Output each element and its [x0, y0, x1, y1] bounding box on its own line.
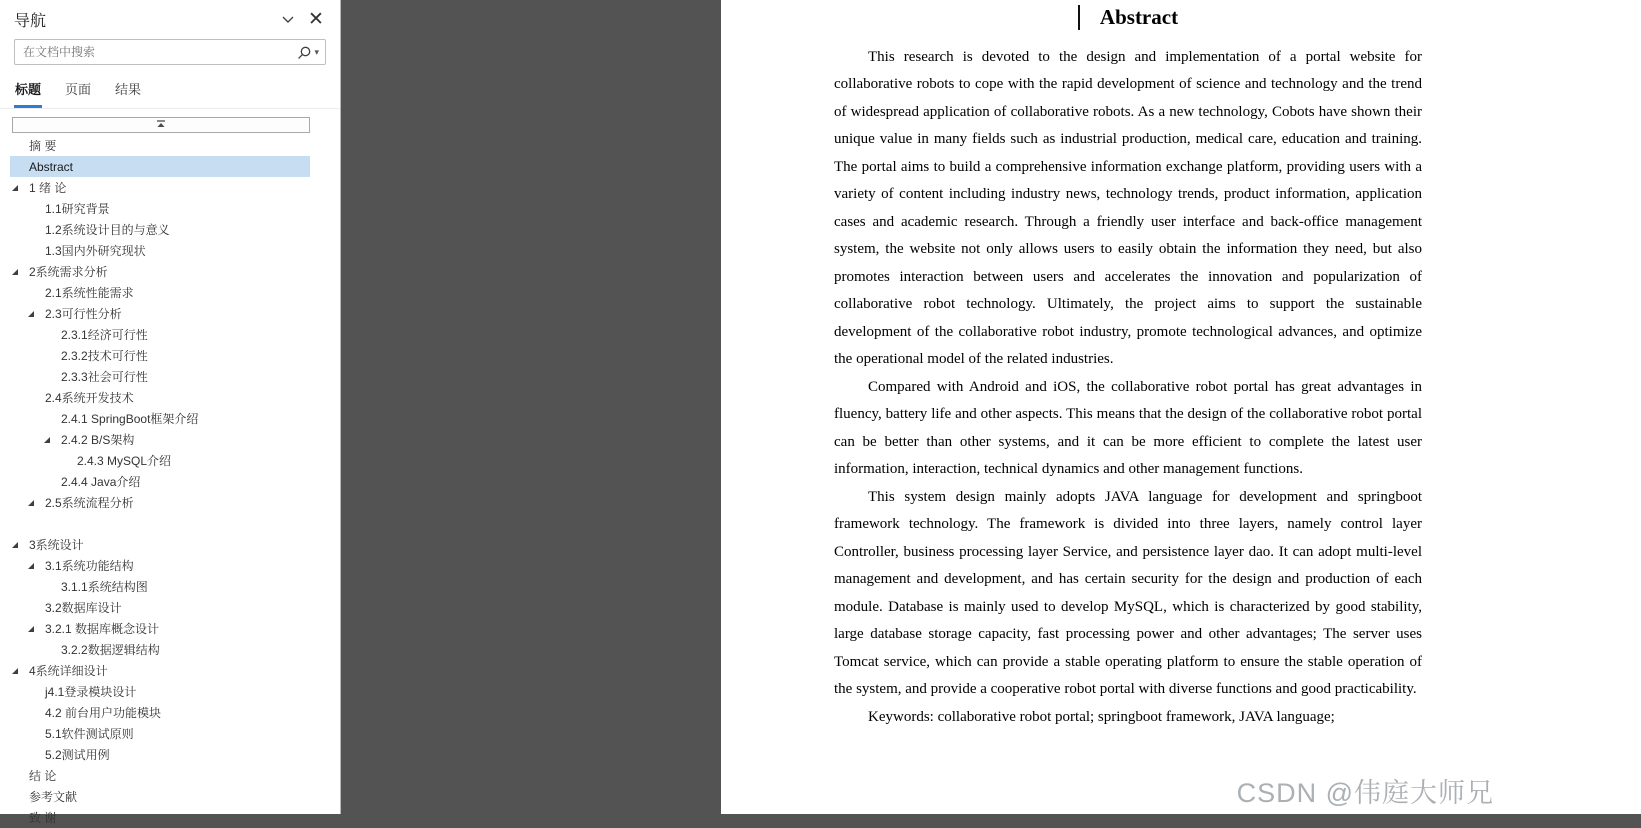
search-icons [297, 45, 319, 60]
nav-item-label: 1.1研究背景 [45, 202, 110, 216]
nav-outline-item[interactable] [10, 681, 310, 702]
nav-item-label: 2.4.1 SpringBoot框架介绍 [61, 412, 199, 426]
nav-outline-spacer [0, 513, 340, 534]
nav-item-label: 致 谢 [29, 811, 57, 825]
nav-item-label: 2.1系统性能需求 [45, 286, 134, 300]
nav-outline-item[interactable] [10, 702, 310, 723]
nav-outline-item[interactable] [10, 471, 310, 492]
nav-item-label: 3.1.1系统结构图 [61, 580, 148, 594]
collapse-triangle-icon[interactable] [12, 185, 18, 191]
collapse-triangle-icon[interactable] [12, 269, 18, 275]
pane-options-chevron-down-icon[interactable] [274, 9, 302, 31]
nav-item-label: Abstract [29, 159, 74, 174]
document-title[interactable]: Abstract [1099, 5, 1179, 29]
document-search-box[interactable] [14, 39, 326, 65]
document-paragraph[interactable]: This system design mainly adopts JAVA language for development and springboot framework technology. The framework is divided into three layers, namely control layer Controller, business processing layer Service, and persistence layer dao. It can adopt multi-level management and development, and has certain security for the design and production of each module. Database is mainly used to develop MySQL, which is characterized by good stability, large database storage capacity, fast processing power and other advantages; The server uses Tomcat service, which can provide a stable operating platform to ensure the stable operation of the system, and provide a cooperative robot portal with diverse functions and good practicability. [834, 488, 1422, 698]
nav-outline-item[interactable] [10, 492, 310, 513]
nav-item-label: 结 论 [29, 769, 57, 783]
nav-outline-item[interactable] [10, 450, 310, 471]
tab-pages[interactable]: 页面 [65, 82, 92, 97]
nav-outline-item[interactable] [10, 135, 310, 156]
nav-outline-item[interactable] [10, 324, 310, 345]
watermark-text: CSDN @伟庭大师兄 [1236, 778, 1494, 808]
document-title-row [834, 5, 1422, 32]
nav-item-label: 2.3.3社会可行性 [61, 370, 148, 384]
collapse-triangle-icon[interactable] [12, 542, 18, 548]
nav-outline-item[interactable] [10, 198, 310, 219]
nav-outline-item[interactable] [10, 219, 310, 240]
nav-item-label: 2.4.3 MySQL介绍 [77, 454, 172, 468]
page-content [834, 5, 1422, 731]
nav-item-label: 2.4.4 Java介绍 [61, 475, 141, 489]
nav-item-label: 2.3.2技术可行性 [61, 349, 148, 363]
nav-outline-item[interactable] [10, 723, 310, 744]
nav-outline-item[interactable] [10, 639, 310, 660]
nav-item-label: 3系统设计 [29, 538, 84, 552]
nav-item-label: 4系统详细设计 [29, 664, 108, 678]
nav-outline-item[interactable] [10, 345, 310, 366]
close-x-glyph: ✕ [308, 9, 324, 30]
search-input[interactable] [23, 45, 297, 59]
nav-outline-item[interactable] [10, 177, 310, 198]
collapse-triangle-icon[interactable] [28, 626, 34, 632]
nav-item-label: 3.1系统功能结构 [45, 559, 134, 573]
nav-item-label: 2.3.1经济可行性 [61, 328, 148, 342]
keywords-paragraph[interactable]: Keywords: collaborative robot portal; springboot framework, JAVA language; [868, 708, 1335, 725]
jump-to-top-box[interactable] [12, 117, 310, 133]
nav-item-label: 5.2测试用例 [45, 748, 110, 762]
nav-item-label: 参考文献 [29, 790, 78, 804]
nav-item-label: 2.4.2 B/S架构 [61, 433, 135, 447]
nav-outline-item[interactable] [10, 744, 310, 765]
nav-item-label: 4.2 前台用户功能模块 [45, 706, 162, 720]
nav-outline-item[interactable] [10, 765, 310, 786]
nav-item-label: 2.3可行性分析 [45, 307, 122, 321]
nav-outline-item[interactable] [10, 534, 310, 555]
search-row [0, 35, 340, 71]
nav-item-label: 2.5系统流程分析 [45, 496, 134, 510]
nav-item-label: 1.2系统设计目的与意义 [45, 223, 170, 237]
nav-outline-item[interactable] [10, 597, 310, 618]
nav-outline-item[interactable] [10, 576, 310, 597]
document-page[interactable] [721, 0, 1641, 814]
navigation-pane-title: 导航 [14, 13, 47, 30]
nav-outline-item[interactable] [10, 408, 310, 429]
collapse-triangle-icon[interactable] [28, 563, 34, 569]
nav-item-label: 2系统需求分析 [29, 265, 108, 279]
navigation-tabs [0, 71, 340, 109]
collapse-triangle-icon[interactable] [44, 437, 50, 443]
nav-item-label: 1.3国内外研究现状 [45, 244, 146, 258]
document-body [834, 44, 1422, 704]
nav-outline-item[interactable] [10, 366, 310, 387]
tab-headings[interactable]: 标题 [14, 77, 42, 108]
tab-results[interactable]: 结果 [115, 82, 142, 97]
navigation-pane-header [0, 0, 340, 35]
nav-outline-item[interactable] [10, 618, 310, 639]
nav-outline-item[interactable] [10, 261, 310, 282]
search-icon[interactable] [297, 45, 312, 60]
nav-outline-item[interactable] [10, 429, 310, 450]
navigation-pane [0, 0, 341, 825]
nav-outline-item[interactable] [10, 303, 310, 324]
nav-item-label: 3.2.2数据逻辑结构 [61, 643, 160, 657]
nav-item-label: 1 绪 论 [29, 181, 67, 195]
nav-outline-item[interactable] [10, 387, 310, 408]
nav-outline-item[interactable] [10, 156, 310, 177]
text-cursor [1078, 5, 1080, 30]
nav-item-label: 3.2数据库设计 [45, 601, 122, 615]
nav-outline-item[interactable] [10, 660, 310, 681]
nav-item-label: 5.1软件测试原则 [45, 727, 134, 741]
document-paragraph[interactable]: Compared with Android and iOS, the collaborative robot portal has great advantages in fluency, battery life and other aspects. This means that the design of the collaborative robot portal can be better than other systems, and it can be more efficient to complete the latest user information, interaction, technical dynamics and other management functions. [834, 378, 1422, 478]
nav-item-label: 3.2.1 数据库概念设计 [45, 622, 160, 636]
jump-to-top-icon [155, 120, 167, 130]
nav-item-label: 2.4系统开发技术 [45, 391, 134, 405]
collapse-triangle-icon[interactable] [12, 668, 18, 674]
document-canvas [341, 0, 1508, 814]
nav-outline-item[interactable] [10, 786, 310, 807]
nav-outline-item[interactable] [10, 240, 310, 261]
nav-item-label: j4.1登录模块设计 [45, 685, 137, 699]
collapse-triangle-icon[interactable] [28, 500, 34, 506]
nav-outline-list [0, 109, 340, 828]
nav-outline-item[interactable] [10, 555, 310, 576]
nav-outline-item[interactable] [10, 807, 310, 828]
document-paragraph[interactable]: This research is devoted to the design and implementation of a portal website for collaborative robots to cope with the rapid development of science and technology and the trend of widespread application of collaborative robots. As a new technology, Cobots have shown their unique value in many fields such as industrial production, medical care, education and training. The portal aims to build a comprehensive information exchange platform, providing users with a variety of content including industry news, technology trends, product information, application cases and academic research. Through a friendly user interface and back-office management system, the website not only allows users to easily obtain the information they need, but also promotes interaction between users and accelerates the innovation and popularization of collaborative robot technology. Ultimately, the project aims to support the sustainable development of the collaborative robot industry, promote technological advances, and optimize the operational model of the related industries. [834, 48, 1422, 368]
search-dropdown-arrow-icon[interactable]: ▾ [314, 46, 319, 57]
close-pane-icon[interactable] [302, 9, 330, 31]
nav-item-label: 摘 要 [29, 139, 57, 153]
nav-outline-item[interactable] [10, 282, 310, 303]
collapse-triangle-icon[interactable] [28, 311, 34, 317]
